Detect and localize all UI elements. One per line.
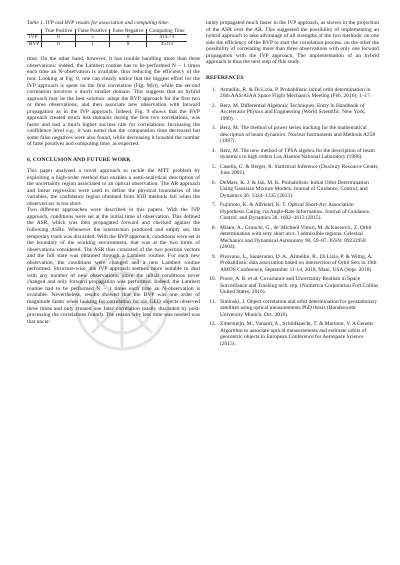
reference-text: Siminski, J. Object correlation and orbit determination for geostationary satellites using optical measurements PhD thesis (Bundeswehr University Munich, Oct. 2016).	[220, 298, 378, 318]
reference-item	[206, 202, 379, 222]
reference-number: 8.	[211, 224, 216, 231]
reference-item	[206, 321, 379, 347]
reference-number: 11.	[209, 298, 216, 305]
table-cell: 1	[75, 41, 110, 47]
reference-item	[206, 148, 379, 161]
reference-item	[206, 164, 379, 177]
reference-item	[206, 254, 379, 274]
reference-text: Zittersteijn, M., Vananti, A., Schildknecht, T. & Martinot, V. A Genetic Algorithm to associate optical measurements and estimate orbits of geocentric objects in European Conference for Aerospace Science (2015).	[220, 321, 374, 347]
reference-number: 10.	[209, 276, 216, 283]
right-column	[206, 20, 379, 350]
body-paragraph: Two different approaches were described in this papers. With the IVP approach, conditions were set at the initial time of observation. This defined the ASR, which was then propagated forward and checked against the following ASRs. Whenever the intersection produced and empty set, the temporary track was discarded. With the BVP approach, conditions were set at the boundary of the working environment, that was at the two times of observations considered. The ASR thus consisted of the two position vectors and the full state was obtained through a Lambert routine. For each new observation, the conditions were changed and a new Lambert routine performed. Structure-wise, the IVP approach seemed more suitable to deal with any number of new observations, since the initial conditions never changed and only forward propagation was performed. Indeed, the Lambert routine had to be performed N − 1 times each time an N-observation is available. Nevertheless, results showed that the BVP was one order of magnitude faster when looking for correlation for six GEO objects observed three times and only created one false correlation (easily discarded by post-processing the correlations found). The reason why less time was needed was that uncer-	[27, 207, 200, 325]
reference-item	[206, 276, 379, 296]
results-table	[27, 29, 187, 48]
reference-number: 7.	[211, 202, 216, 209]
body-paragraph: This paper analysed a novel approach to tackle the MTT problem by exploiting a high-order method that enables a semi-analytical description of the uncertainty region associated to an optical observation. The AR approach and linear regression were used to define the physical boundaries of the variables, the confidence region obtained from IOD methods fall when the observed arc is too short.	[27, 168, 200, 207]
reference-text: Poore, A. B. et al. Covariance and Uncertainty Realism in Space Surveillance and Tracking tech. rep. (Numerica Corporation Fort Collins United States, 2016).	[220, 276, 379, 296]
section-heading: 6. CONCLUSION AND FUTURE WORK	[27, 157, 131, 164]
reference-number: 3.	[211, 125, 216, 132]
table-cell: 45.0 s	[146, 41, 187, 47]
reference-item	[206, 87, 379, 100]
reference-text: Pirovano, L., Santeramo, D. A., Armellin, R., Di Lizia, P. & Wittig, A. Probabilistic data association based on intersection of Orbit Sets in 19th AMOS Conference, September 11-14, 2018, Maui, USA (Sept. 2018).	[220, 253, 377, 273]
table-cell: 6	[42, 35, 75, 42]
left-column	[27, 20, 200, 325]
reference-text: Milani, A., Gronchi, G., de' Michieli Vitturi, M. & Knezevic, Z. Orbit determination with very short arcs. I admissible regions. Celestial Mechanics and Dynamical Astronomy 90, 59–87. ISSN: 09232958 (2004).	[220, 224, 372, 251]
table-header-cell: True Positive	[42, 29, 75, 35]
reference-number: 9.	[211, 253, 216, 260]
body-paragraph: time. On the other hand, however, it has trouble handling more than three observations: indeed, the Lambert routine has to be performed N − 1 times each time an N-observation is available, thus reducing the efficiency of the tool. Looking at Fig. 8, one can clearly notice that the biggest effort for the IVP approach is spent on the first correlation (Fig. 9(b)), while the second correlation involves a much smaller domain. This suggests that an hybrid approach may be the best solution: adopt the BVP approach for the first two or three observations, and then associate new observation with forward propagation as in the IVP approach. Indeed, Fig. 9 shows that the BVP approach created much less domains during the first two correlations, was faster and had a much higher success rate for correlations. Increasing the confidence level e.g., it was noted that the computation time decreased but some false negatives were also found, while decreasing it boosted the number of false positives and computing time, as expected.	[27, 56, 200, 148]
table-cell: 6	[42, 41, 75, 47]
reference-item	[206, 180, 379, 200]
table-cell: 414.7 s	[146, 35, 187, 42]
table-cell: 0	[110, 41, 147, 47]
table-header-cell: Computing Time	[146, 29, 187, 35]
references-list	[206, 87, 379, 348]
reference-number: 2.	[211, 102, 216, 109]
reference-number: 5.	[211, 163, 216, 170]
table-cell: IVP	[27, 35, 42, 42]
table-cell: BVP	[29, 40, 40, 47]
reference-number: 4.	[211, 147, 216, 154]
reference-item	[206, 225, 379, 251]
reference-number: 1.	[211, 86, 216, 93]
table-caption: Table 1. IVP and BVP results for association and computing time.	[27, 20, 169, 26]
body-paragraph: tainty propagated much faster in the IVP approach, as shown in the projection of the ASR over the AR. This suggested the possibility of implementing an hybrid approach to take advantage of all strengths of the two methods: on one side the efficiency of the BVP to start the correlation process, on the other the possibility of correlating more than three observations with only one forward propagation with the IVP approach. The implementation of an hybrid approach is thus the next step of this study.	[206, 20, 379, 66]
reference-text: Berz, M. The method of power series tracking for the mathematical description of beam dynamics. Nuclear Instruments and Methods A258 (1987).	[220, 125, 376, 145]
reference-number: 12.	[209, 321, 216, 328]
reference-text: Berz, M. Differential Algebraic Techniques, Entry in Handbook of Accelerator Physics and Engineering (World Scientific, New York, 1999).	[220, 102, 366, 122]
reference-item	[206, 103, 379, 123]
reference-text: DeMars, K. J. & Jah, M. K. Probabilistic Initial Orbit Determination Using Gaussian Mixture Models. Journal of Guidance, Control, and Dynamics 36, 1324–1335 (2013).	[220, 179, 369, 199]
reference-text: Casella, G. & Berger, R. Statistical Inference (Duxbury Resource Center, June 2001).	[220, 163, 379, 177]
reference-text: Fujimoto, K. & Alfriend, K. T. Optical Short-Arc Association Hypothesis Gating via Angle-Rate Information. Journal of Guidance, Control, and Dynamics 38, 1602–1613 (2015).	[220, 202, 371, 222]
reference-text: Armellin, R. & Di Lizia, P. Probabilistic initial orbit determination in 26th AAS/AIAA Space Flight Mechanics Meeting (Feb. 2016), 1–17.	[220, 86, 372, 100]
table-cell: 5	[75, 35, 110, 42]
table-row	[27, 41, 187, 47]
reference-item	[206, 299, 379, 319]
table-cell: 0	[110, 35, 147, 42]
references-heading: REFERENCES	[206, 74, 244, 81]
table-header-cell: False Negative	[110, 29, 147, 35]
reference-number: 6.	[211, 179, 216, 186]
reference-text: Berz, M. The new method of TPSA algebra for the description of beam dynamics to high orders Los Alamos National Laboratory (1986).	[220, 147, 375, 161]
table-header-cell: False Positive	[75, 29, 110, 35]
reference-item	[206, 125, 379, 145]
